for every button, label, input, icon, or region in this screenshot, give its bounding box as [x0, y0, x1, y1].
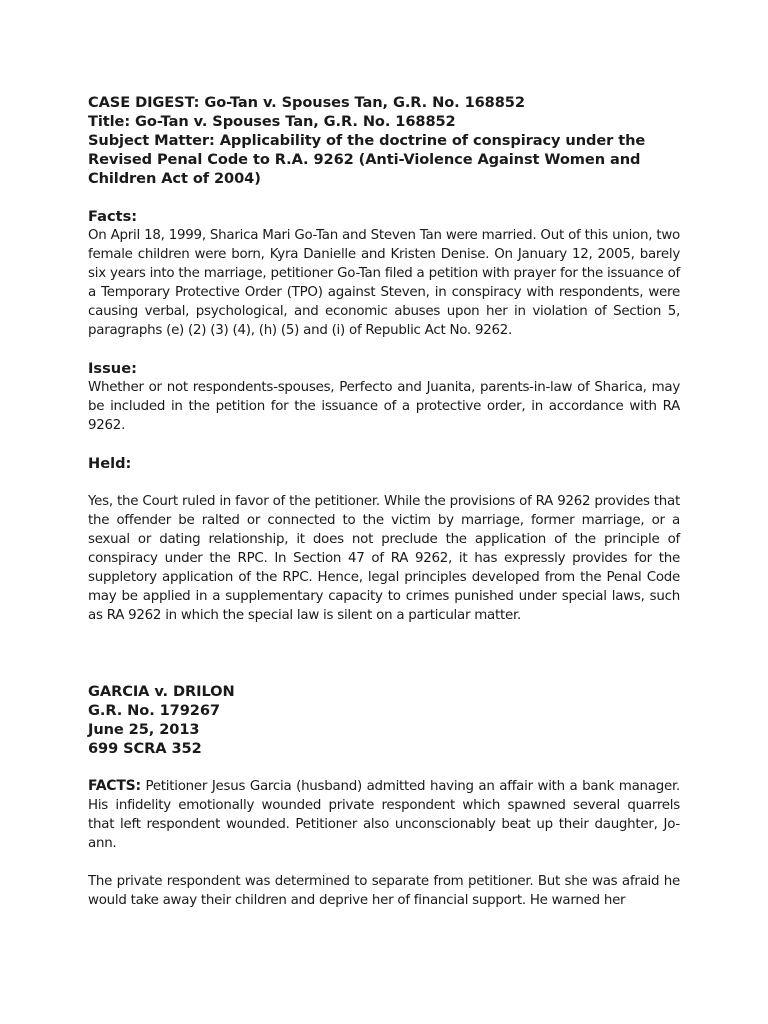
facts-paragraph: On April 18, 1999, Sharica Mari Go-Tan and Steven Tan were married. Out of this union, two female children were born, Kyra Danielle and Kristen Denise. On January 12, 2005, barely six years into the marriage, petitioner Go-Tan filed a petition with prayer for the issuance of a Temporary Protective Order (TPO) against Steven, in conspiracy with respondents, were causing verbal, psychological, and economic abuses upon her in violation of Section 5, paragraphs (e) (2) (3) (4), (h) (5) and (i) of Republic Act No. 9262. [88, 228, 680, 338]
facts-label: Facts: [88, 208, 138, 225]
garcia-case-title: GARCIA v. DRILON [88, 683, 235, 700]
spacer [88, 853, 680, 872]
issue-paragraph: Whether or not respondents-spouses, Perfecto and Juanita, parents-in-law of Sharica, may be included in the petition for the issuance of a protective order, in accordance with RA 9262. [88, 380, 680, 433]
spacer [88, 625, 680, 682]
garcia-facts-paragraph [88, 777, 680, 853]
held-paragraph: Yes, the Court ruled in favor of the petitioner. While the provisions of RA 9262 provides that the offender be ralted or connected to the victim by marriage, former marriage, or a sexual or dating relationship, it does not preclude the application of the principle of conspiracy under the RPC. In Section 47 of RA 9262, it has expressly provides for the suppletory application of the RPC. Hence, legal principles developed from the Penal Code may be applied in a supplementary capacity to crimes punished under special laws, such as RA 9262 in which the special law is silent on a particular matter. [88, 494, 680, 623]
garcia-date: June 25, 2013 [88, 721, 200, 738]
spacer [88, 473, 680, 492]
garcia-facts-label: FACTS: [88, 778, 141, 794]
case-digest-heading: CASE DIGEST: Go-Tan v. Spouses Tan, G.R. No. 168852 [88, 94, 525, 111]
garcia-scra: 699 SCRA 352 [88, 740, 202, 757]
spacer [88, 188, 680, 207]
garcia-paragraph-2: The private respondent was determined to separate from petitioner. But she was afraid he would take away their children and deprive her of financial support. He warned her [88, 874, 680, 908]
garcia-gr-number: G.R. No. 179267 [88, 702, 220, 719]
spacer [88, 435, 680, 454]
subject-matter: Subject Matter: Applicability of the doctrine of conspiracy under the Revised Penal Code to R.A. 9262 (Anti-Violence Against Women and Children Act of 2004) [88, 132, 646, 187]
issue-label: Issue: [88, 360, 137, 377]
spacer [88, 340, 680, 359]
spacer [88, 758, 680, 777]
held-label: Held: [88, 455, 132, 472]
garcia-facts-text: Petitioner Jesus Garcia (husband) admitted having an affair with a bank manager. His infidelity emotionally wounded private respondent which spawned several quarrels that left respondent wounded. Petitioner also unconscionably beat up their daughter, Jo-ann. [88, 779, 680, 851]
case-title: Title: Go-Tan v. Spouses Tan, G.R. No. 168852 [88, 113, 456, 130]
